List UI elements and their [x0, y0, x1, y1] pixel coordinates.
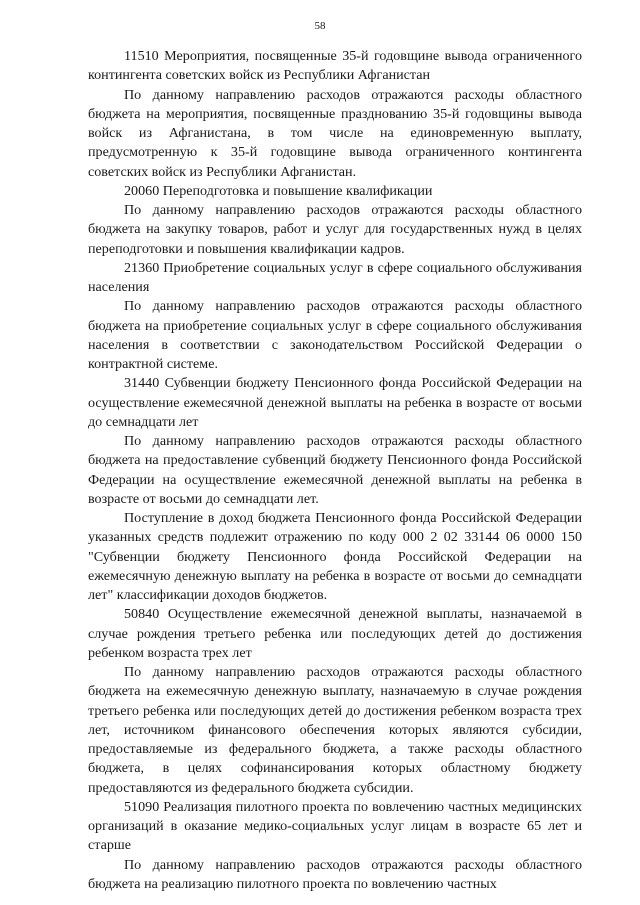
paragraph: По данному направлению расходов отражаются расходы областного бюджета на реализацию пилотного проекта по вовлечению частных [88, 856, 582, 892]
section-heading-31440: 31440 Субвенции бюджету Пенсионного фонда Российской Федерации на осуществление ежемесячной денежной выплаты на ребенка в возрасте от восьми до семнадцати лет [88, 375, 582, 430]
page-number: 58 [314, 20, 326, 32]
section-heading-50840: 50840 Осуществление ежемесячной денежной выплаты, назначаемой в случае рождения третьего ребенка или последующих детей до достижения ребенком возраста трех лет [88, 606, 582, 661]
document-body [88, 47, 582, 894]
paragraph: Поступление в доход бюджета Пенсионного фонда Российской Федерации указанных средств подлежит отражению по коду 000 2 02 33144 06 0000 150 "Субвенции бюджету Пенсионного фонда Российской Федерации на ежемесячную денежную выплату на ребенка в возрасте от восьми до семнадцати лет" классификации доходов бюджетов. [88, 510, 582, 603]
paragraph: По данному направлению расходов отражаются расходы областного бюджета на ежемесячную денежную выплату, назначаемую в случае рождения третьего ребенка или последующих детей до достижения ребенком возраста трех лет, источником финансового обеспечения которых являются субсидии, предоставляемые из федерального бюджета, а также расходы областного бюджета, в целях софинансирования которых областному бюджету предоставляются из федерального бюджета субсидии. [88, 664, 582, 796]
paragraph: По данному направлению расходов отражаются расходы областного бюджета на предоставление субвенций бюджету Пенсионного фонда Российской Федерации на осуществление ежемесячной денежной выплаты на ребенка в возрасте от восьми до семнадцати лет. [88, 433, 582, 507]
paragraph: По данному направлению расходов отражаются расходы областного бюджета на приобретение социальных услуг в сфере социального обслуживания населения в соответствии с законодательством Российской Федерации о контрактной системе. [88, 298, 582, 372]
section-heading-21360: 21360 Приобретение социальных услуг в сфере социального обслуживания населения [88, 259, 582, 295]
section-heading-51090: 51090 Реализация пилотного проекта по вовлечению частных медицинских организаций в оказание медико-социальных услуг лицам в возрасте 65 лет и старше [88, 798, 582, 854]
paragraph: По данному направлению расходов отражаются расходы областного бюджета на мероприятия, посвященные празднованию 35-й годовщины вывода войск из Афганистана, в том числе на единовременную выплату, предусмотренную к 35-й годовщине вывода ограниченного контингента советских войск из Республики Афганистан. [88, 86, 582, 180]
paragraph: По данному направлению расходов отражаются расходы областного бюджета на закупку товаров, работ и услуг для государственных нужд в целях переподготовки и повышения квалификации кадров. [88, 202, 582, 257]
section-heading-20060: 20060 Переподготовка и повышение квалификации [124, 182, 433, 199]
section-heading-11510: 11510 Мероприятия, посвященные 35-й годовщине вывода ограниченного контингента советских войск из Республики Афганистан [88, 48, 582, 84]
